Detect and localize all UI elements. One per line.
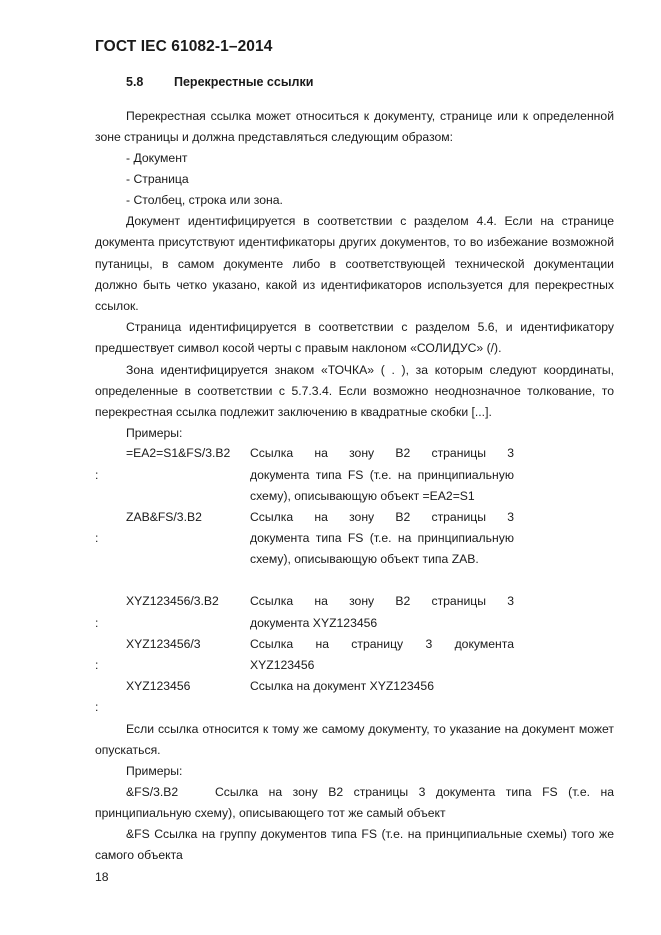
paragraph-line: принципиальную схему), описывающего тот же самый объект — [95, 806, 446, 820]
example-colon: : — [95, 700, 99, 714]
section-number: 5.8 — [126, 75, 144, 89]
example-code: XYZ123456/3.B2 — [126, 594, 219, 608]
paragraph-line: Зона идентифицируется знаком «ТОЧКА» ( . ), за которым следуют координаты, — [126, 363, 614, 377]
example-desc-line: XYZ123456 — [250, 658, 315, 672]
paragraph-line: самого объекта — [95, 848, 183, 862]
paragraph-line: ссылок. — [95, 299, 139, 313]
example-desc-line: схему), описывающую объект =EA2=S1 — [250, 489, 475, 503]
list-item: - Страница — [126, 172, 189, 186]
examples-label: Примеры: — [126, 764, 183, 778]
example-colon: : — [95, 468, 99, 482]
example-colon: : — [95, 616, 99, 630]
paragraph-line: путаницы, в самом документе либо в соответствующей технической документации — [95, 257, 614, 271]
paragraph-line: определенные в соответствии с 5.7.3.4. Если возможно неоднозначное толкование, то — [95, 384, 614, 398]
example-desc-line: документа XYZ123456 — [250, 616, 378, 630]
example-code: XYZ123456/3 — [126, 637, 201, 651]
example-code: ZAB&FS/3.B2 — [126, 510, 202, 524]
document-header: ГОСТ IEC 61082-1–2014 — [95, 38, 273, 55]
example-desc-line: Ссылка на страницу 3 документа — [250, 637, 514, 651]
example-desc-line: документа типа FS (т.е. на принципиальную — [250, 468, 514, 482]
paragraph-line: опускаться. — [95, 743, 161, 757]
example-colon: : — [95, 658, 99, 672]
example-desc-line: схему), описывающую объект типа ZAB. — [250, 552, 479, 566]
paragraph-line: Ссылка на зону В2 страницы 3 документа типа FS (т.е. на — [215, 785, 614, 799]
example-desc-line: документа типа FS (т.е. на принципиальную — [250, 531, 514, 545]
example-desc-line: Ссылка на зону В2 страницы 3 — [250, 594, 514, 608]
examples-label: Примеры: — [126, 426, 183, 440]
list-item: - Документ — [126, 151, 188, 165]
section-title: Перекрестные ссылки — [174, 75, 314, 89]
paragraph-line: Страница идентифицируется в соответствии с разделом 5.6, и идентификатору — [126, 320, 614, 334]
paragraph-line: Документ идентифицируется в соответствии с разделом 4.4. Если на странице — [126, 214, 614, 228]
paragraph-line: Если ссылка относится к тому же самому документу, то указание на документ может — [126, 722, 614, 736]
example-code: &FS/3.B2 — [126, 785, 179, 799]
paragraph-line: перекрестная ссылка подлежит заключению в квадратные скобки [...]. — [95, 405, 492, 419]
paragraph-line: документа присутствуют идентификаторы других документов, то во избежание возможной — [95, 235, 614, 249]
example-desc-line: Ссылка на документ XYZ123456 — [250, 679, 434, 693]
paragraph-line: должно быть четко указано, какой из идентификаторов используется для перекрестных — [95, 278, 614, 292]
paragraph-line: предшествует символ косой черты с правым наклоном «СОЛИДУС» (/). — [95, 341, 502, 355]
example-code: XYZ123456 — [126, 679, 191, 693]
example-desc-line: Ссылка на зону В2 страницы 3 — [250, 446, 514, 460]
paragraph-line: Перекрестная ссылка может относиться к документу, странице или к определенной — [126, 109, 614, 123]
example-desc-line: Ссылка на зону В2 страницы 3 — [250, 510, 514, 524]
paragraph-line: &FS Ссылка на группу документов типа FS (т.е. на принципиальные схемы) того же — [126, 827, 614, 841]
example-colon: : — [95, 531, 99, 545]
paragraph-line: зоне страницы и должна представляться следующим образом: — [95, 130, 454, 144]
example-code: =EA2=S1&FS/3.B2 — [126, 446, 231, 460]
list-item: - Столбец, строка или зона. — [126, 193, 283, 207]
page-number: 18 — [95, 870, 109, 884]
